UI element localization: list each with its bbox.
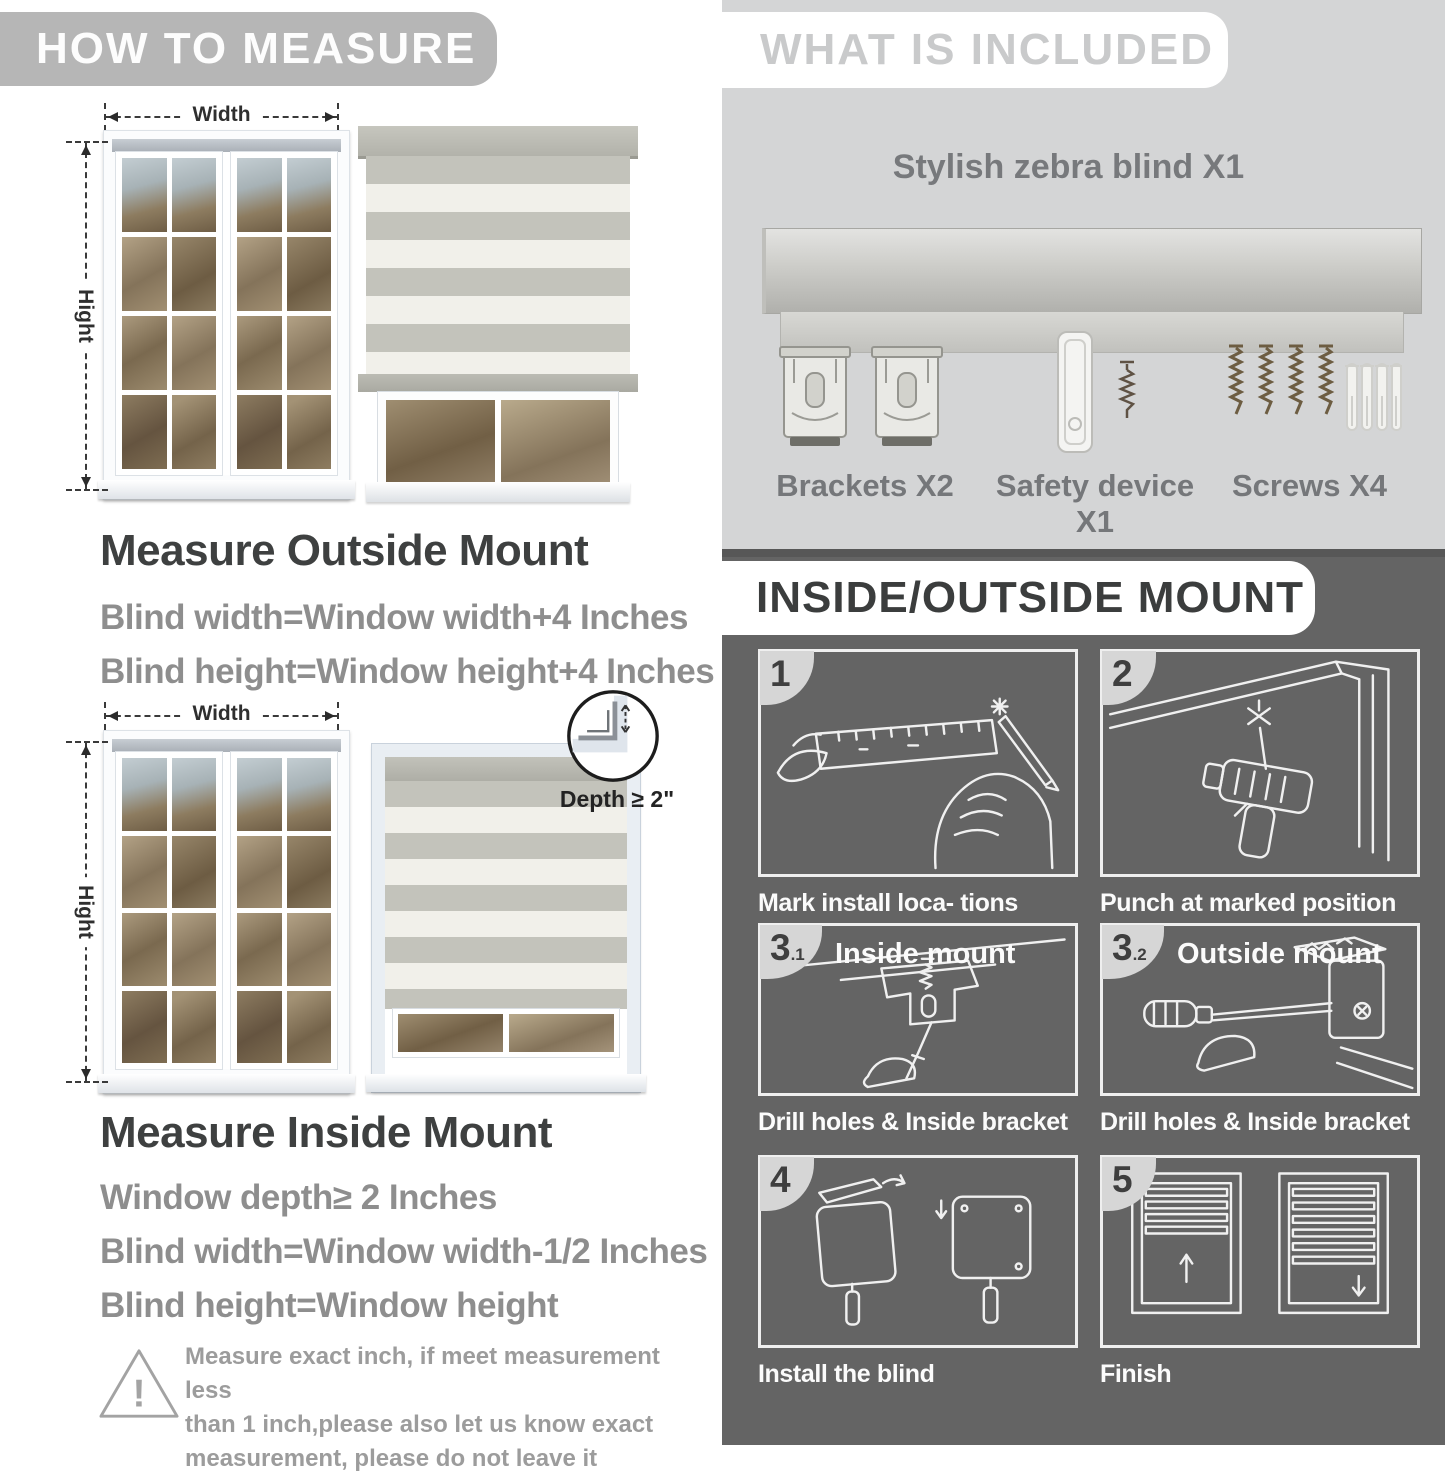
window-sill [366, 1074, 646, 1092]
window-pane [237, 316, 282, 390]
brackets-photo [770, 343, 960, 455]
depth-label: Depth ≥ 2" [559, 786, 675, 812]
step-4-caption: Install the blind [758, 1360, 935, 1388]
step-5 [1100, 1155, 1420, 1389]
window-pane [122, 158, 167, 232]
window-pane [172, 991, 217, 1064]
window-pane [386, 400, 495, 492]
step-4 [758, 1155, 1078, 1389]
window-pane [287, 836, 332, 909]
inside-mount-rule-height: Blind height=Window height [100, 1286, 559, 1325]
window-pane [287, 991, 332, 1064]
inside-mount-heading: Measure Inside Mount [100, 1108, 553, 1157]
blind-fabric-stripes [385, 781, 627, 1009]
width-label: Width [182, 103, 260, 127]
window-pane [509, 1014, 614, 1052]
window-pane [122, 316, 167, 390]
width-dimension-line [105, 103, 338, 126]
step-number: 5 [1112, 1159, 1133, 1200]
height-label: Hight [73, 877, 97, 947]
window-pane [287, 758, 332, 831]
step-2 [1100, 649, 1420, 918]
measurement-note-line: measurement, please do not leave it [185, 1445, 598, 1472]
window-pane [122, 991, 167, 1064]
window-casement [231, 152, 337, 475]
window-pane [398, 1014, 503, 1052]
window-casement [116, 752, 222, 1069]
safety-device-photo [1028, 328, 1158, 458]
outside-mount-rule-width: Blind width=Window width+4 Inches [100, 598, 688, 637]
mount-header [722, 561, 1315, 635]
dimension-tick [66, 1081, 108, 1083]
mount-instructions-section [722, 549, 1445, 1445]
window-sill [98, 480, 355, 499]
window-pane [122, 913, 167, 986]
step-number: 3 [1112, 927, 1133, 968]
how-to-measure-header [0, 12, 497, 86]
window-pane [172, 316, 217, 390]
window-pane [122, 237, 167, 311]
dimension-tick [66, 489, 108, 491]
window-below-blind [393, 1009, 619, 1057]
how-to-measure-title: HOW TO MEASURE [36, 24, 477, 73]
mount-title: INSIDE/OUTSIDE MOUNT [756, 573, 1305, 622]
section-divider [722, 549, 1445, 557]
step-subnumber: .2 [1132, 945, 1147, 964]
window-head-casing [112, 739, 341, 752]
window-casements [116, 152, 337, 475]
step-3-2 [1100, 923, 1420, 1137]
step-1-caption: Mark install loca- tions [758, 889, 1018, 917]
brackets-label: Brackets X2 [776, 468, 954, 503]
measurement-note [185, 1340, 690, 1476]
how-to-measure-section [0, 0, 722, 1472]
dimension-tick [66, 741, 108, 743]
step-3-1-caption: Drill holes & Inside bracket [758, 1108, 1068, 1136]
what-is-included-section [722, 0, 1445, 549]
window-pane [172, 913, 217, 986]
window-pane [237, 158, 282, 232]
window-casements [116, 752, 337, 1069]
drill-ceiling-drawing [1103, 652, 1417, 868]
height-dimension-line [74, 742, 97, 1082]
outside-mount-rule-height: Blind height=Window height+4 Inches [100, 652, 715, 691]
window-pane [122, 758, 167, 831]
step-number: 2 [1112, 653, 1133, 694]
window-pane [237, 758, 282, 831]
dimension-tick [337, 702, 339, 730]
window-pane [172, 158, 217, 232]
window-pane [287, 158, 332, 232]
zebra-blind-photo [358, 126, 638, 502]
blind-quantity-label: Stylish zebra blind X1 [892, 148, 1245, 186]
window-head-casing [112, 139, 341, 152]
dimension-tick [104, 103, 106, 131]
what-is-included-title: WHAT IS INCLUDED [760, 25, 1215, 74]
height-dimension-line [74, 142, 97, 490]
screws-photo [1217, 336, 1402, 456]
warning-exclamation: ! [132, 1372, 146, 1416]
window-pane [237, 395, 282, 469]
step-number: 3 [770, 927, 791, 968]
window-photo-outside [103, 130, 350, 500]
screws-label: Screws X4 [1231, 468, 1388, 503]
window-pane [172, 395, 217, 469]
window-pane [501, 400, 610, 492]
mark-location-drawing [761, 652, 1075, 868]
step-3-2-title: Outside mount [1177, 938, 1382, 970]
step-5-illustration [1100, 1155, 1420, 1348]
depth-detail-magnifier [565, 688, 661, 784]
step-3-1-title: Inside mount [835, 938, 1016, 970]
step-2-illustration [1100, 649, 1420, 877]
window-pane [287, 316, 332, 390]
what-is-included-header [722, 12, 1228, 88]
step-subnumber: .1 [790, 945, 805, 964]
window-casement [231, 752, 337, 1069]
inside-mount-rule-depth: Window depth≥ 2 Inches [100, 1178, 497, 1217]
width-dimension-line [105, 702, 338, 725]
window-pane [237, 237, 282, 311]
measurement-note-line: Measure exact inch, if meet measurement less [185, 1343, 660, 1404]
safety-device-label: Safety device X1 [995, 468, 1195, 539]
window-photo-inside [103, 730, 350, 1094]
step-3-2-caption: Drill holes & Inside bracket [1100, 1108, 1410, 1136]
step-1 [758, 649, 1078, 918]
step-number: 1 [770, 653, 791, 694]
step-1-illustration [758, 649, 1078, 877]
window-pane [172, 758, 217, 831]
blind-cassette [358, 126, 638, 159]
outside-mount-heading: Measure Outside Mount [100, 526, 589, 575]
window-pane [172, 836, 217, 909]
inside-mount-rule-width: Blind width=Window width-1/2 Inches [100, 1232, 708, 1271]
dimension-tick [337, 103, 339, 131]
width-label: Width [182, 702, 260, 726]
window-pane [287, 237, 332, 311]
window-pane [237, 913, 282, 986]
window-pane [122, 836, 167, 909]
step-2-caption: Punch at marked position [1100, 889, 1397, 917]
step-3-2-illustration [1100, 923, 1420, 1096]
dimension-tick [104, 702, 106, 730]
window-casement [116, 152, 222, 475]
window-sill [98, 1074, 355, 1093]
step-3-1-illustration [758, 923, 1078, 1096]
step-5-caption: Finish [1100, 1360, 1172, 1388]
measurement-note-line: than 1 inch,please also let us know exact [185, 1411, 654, 1438]
blind-bottom-rail [358, 374, 638, 392]
window-pane [237, 991, 282, 1064]
window-pane [172, 237, 217, 311]
blind-fabric-stripes [366, 156, 630, 374]
window-pane [287, 913, 332, 986]
step-4-illustration [758, 1155, 1078, 1348]
dimension-tick [66, 141, 108, 143]
height-label: Hight [73, 281, 97, 351]
window-pane [287, 395, 332, 469]
window-pane [122, 395, 167, 469]
blind-headrail-photo [762, 228, 1422, 314]
window-sill [366, 482, 630, 502]
warning-triangle-icon [95, 1344, 183, 1424]
window-pane [237, 836, 282, 909]
step-number: 4 [770, 1159, 791, 1200]
step-3-1 [758, 923, 1078, 1137]
